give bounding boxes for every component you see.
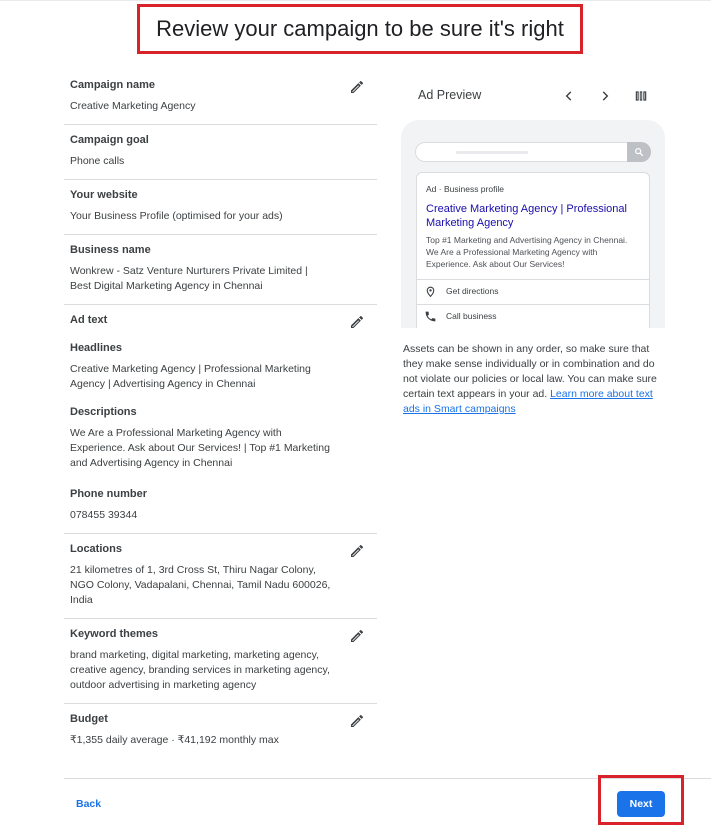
business-name-label: Business name	[70, 244, 151, 256]
search-button[interactable]	[627, 142, 651, 162]
campaign-summary	[64, 70, 377, 758]
call-business-label: Call business	[446, 311, 497, 321]
previous-preview-button[interactable]	[558, 85, 580, 107]
descriptions-value: We Are a Professional Marketing Agency with Experience. Ask about Our Services! | Top #1 Marketing and Advertising Agency in Chennai	[70, 427, 330, 469]
column-view-icon	[634, 89, 648, 103]
assets-note-text: Assets can be shown in any order, so make sure that they make sense individually or in combination and do not violate our policies or local law. You can make sure certain text appears in your ad.	[403, 343, 657, 400]
ad-preview-header	[401, 70, 665, 120]
call-business-action[interactable]	[417, 304, 649, 328]
business-name-value: Wonkrew - Satz Venture Nurturers Private Limited | Best Digital Marketing Agency in Chennai	[70, 265, 308, 292]
headlines-label: Headlines	[70, 342, 122, 354]
next-button[interactable]: Next	[617, 791, 665, 817]
headlines-value: Creative Marketing Agency | Professional Marketing Agency | Advertising Agency in Chennai	[70, 363, 311, 390]
section-keyword-themes	[64, 619, 377, 704]
campaign-goal-value: Phone calls	[70, 155, 125, 167]
section-website	[64, 180, 377, 235]
get-directions-label: Get directions	[446, 286, 499, 296]
edit-keyword-themes-button[interactable]	[347, 626, 367, 646]
phone-icon	[423, 309, 437, 323]
pencil-icon	[349, 79, 365, 95]
phone-number-value: 078455 39344	[70, 509, 138, 521]
campaign-name-value: Creative Marketing Agency	[70, 100, 196, 112]
page-title-text: Review your campaign to be sure it's right	[156, 16, 564, 41]
edit-budget-button[interactable]	[347, 711, 367, 731]
section-campaign-name	[64, 70, 377, 125]
pencil-icon	[349, 628, 365, 644]
top-divider	[0, 0, 711, 1]
locations-label: Locations	[70, 543, 122, 555]
ad-meta: Ad · Business profile	[426, 184, 504, 194]
edit-locations-button[interactable]	[347, 541, 367, 561]
edit-campaign-name-button[interactable]	[347, 77, 367, 97]
location-pin-icon	[423, 284, 437, 298]
back-button[interactable]: Back	[76, 798, 102, 810]
ad-preview-panel	[401, 70, 665, 415]
ad-card	[416, 172, 650, 328]
keyword-themes-value: brand marketing, digital marketing, marketing agency, creative agency, branding services in marketing agency, outdoor advertising in marketing agency	[70, 649, 330, 691]
page-title	[137, 4, 583, 54]
pencil-icon	[349, 713, 365, 729]
phone-mockup	[401, 120, 665, 328]
section-business-name	[64, 235, 377, 305]
budget-value: ₹1,355 daily average · ₹41,192 monthly max	[70, 734, 279, 746]
section-locations	[64, 534, 377, 619]
descriptions-label: Descriptions	[70, 406, 137, 418]
campaign-name-label: Campaign name	[70, 79, 155, 91]
learn-more-link[interactable]: Learn more about text ads in Smart campaigns	[403, 388, 653, 415]
layout-toggle-button[interactable]	[630, 85, 652, 107]
section-ad-text	[64, 305, 377, 534]
pencil-icon	[349, 314, 365, 330]
search-placeholder-bar	[456, 151, 528, 154]
get-directions-action[interactable]	[417, 279, 649, 304]
website-label: Your website	[70, 189, 138, 201]
chevron-left-icon	[562, 89, 576, 103]
pencil-icon	[349, 543, 365, 559]
campaign-goal-label: Campaign goal	[70, 134, 149, 146]
section-budget	[64, 704, 377, 758]
phone-number-label: Phone number	[70, 488, 148, 500]
ad-headline[interactable]: Creative Marketing Agency | Professional Marketing Agency	[426, 203, 627, 229]
ad-description: Top #1 Marketing and Advertising Agency in Chennai. We Are a Professional Marketing Agency with Experience. Ask about Our Services!	[426, 235, 628, 269]
ad-text-label: Ad text	[70, 314, 108, 326]
section-campaign-goal	[64, 125, 377, 180]
locations-value: 21 kilometres of 1, 3rd Cross St, Thiru Nagar Colony, NGO Colony, Vadapalani, Chennai, Tamil Nadu 600026, India	[70, 564, 331, 606]
ad-preview-title: Ad Preview	[418, 88, 482, 102]
chevron-right-icon	[598, 89, 612, 103]
budget-label: Budget	[70, 713, 108, 725]
edit-ad-text-button[interactable]	[347, 312, 367, 332]
next-preview-button[interactable]	[594, 85, 616, 107]
keyword-themes-label: Keyword themes	[70, 628, 159, 640]
search-icon	[634, 147, 644, 157]
search-bar	[415, 142, 651, 162]
website-value: Your Business Profile (optimised for your ads)	[70, 210, 283, 222]
assets-note	[403, 342, 663, 417]
